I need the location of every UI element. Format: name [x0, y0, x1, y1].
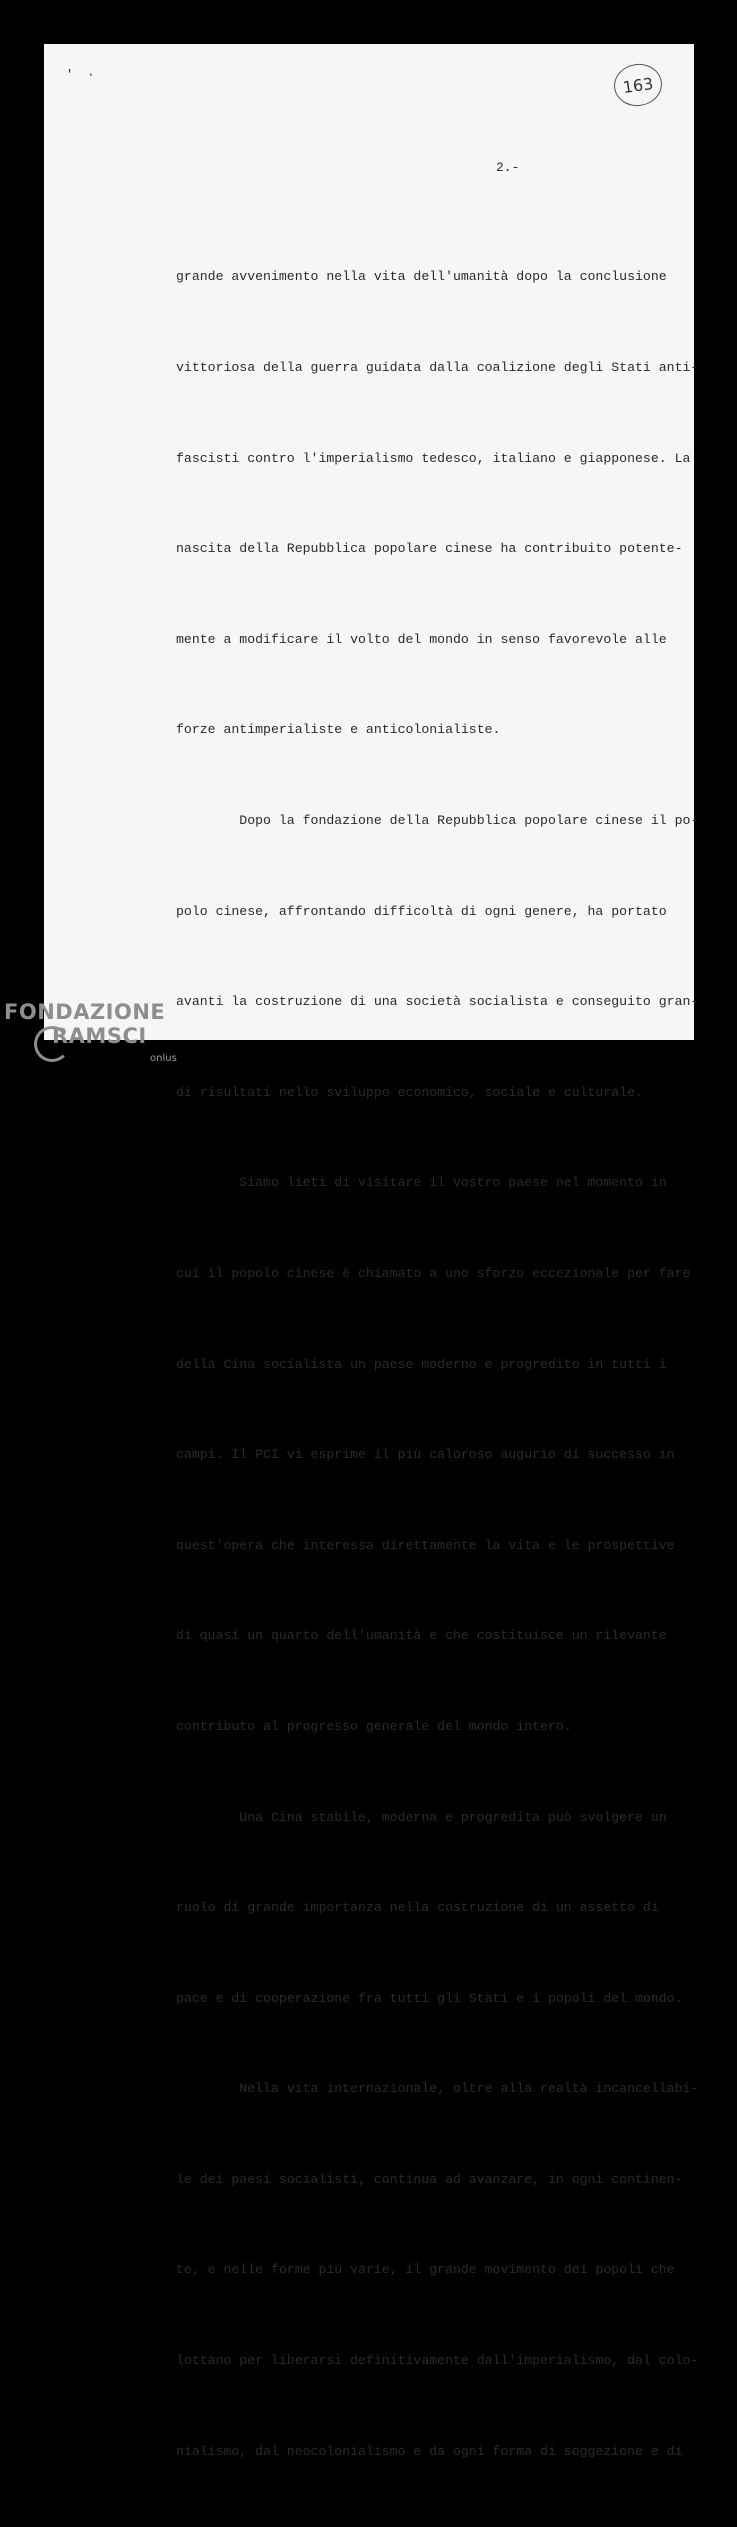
archive-number-stamp: 163	[611, 61, 664, 109]
body-text	[176, 202, 699, 2527]
gramsci-g-logo-icon	[34, 1026, 70, 1062]
text-line: forze antimperialiste e anticolonialiste.	[176, 722, 501, 738]
text-line: della Cina socialista un paese moderno e progredito in tutti i	[176, 1356, 667, 1372]
watermark-line1: FONDAZIONE	[4, 1000, 166, 1024]
page-number: 2.-	[496, 160, 520, 175]
text-line: cui il popolo cinese è chiamato a uno sforzo eccezionale per fare	[176, 1265, 691, 1281]
text-line: di risultati nello sviluppo economico, sociale e culturale.	[176, 1084, 643, 1100]
text-line: contributo al progresso generale del mondo intero.	[176, 1718, 572, 1734]
text-line: le dei paesi socialisti, continua ad avanzare, in ogni continen-	[176, 2171, 683, 2187]
text-line: avanti la costruzione di una società socialista e conseguito gran-	[176, 994, 699, 1010]
margin-marks: '·	[66, 68, 109, 82]
text-line: grande avvenimento nella vita dell'umanità dopo la conclusione	[176, 269, 667, 285]
text-line: campi. Il PCI vi esprime il più caloroso augurio di successo in	[176, 1447, 675, 1463]
text-line: mente a modificare il volto del mondo in senso favorevole alle	[176, 631, 667, 647]
text-line: polo cinese, affrontando difficoltà di ogni genere, ha portato	[176, 903, 667, 919]
text-line: Dopo la fondazione della Repubblica popolare cinese il po-	[176, 812, 699, 828]
text-line: Nella vita internazionale, oltre alla realtà incancellabi-	[176, 2081, 699, 2097]
text-line: pace e di cooperazione fra tutti gli Stati e i popoli del mondo.	[176, 1990, 683, 2006]
text-line: di quasi un quarto dell'umanità e che costituisce un rilevante	[176, 1628, 667, 1644]
text-line: ruolo di grande importanza nella costruzione di un assetto di	[176, 1900, 659, 1916]
text-line: nascita della Repubblica popolare cinese ha contribuito potente-	[176, 541, 683, 557]
text-line: lottano per liberarsi definitivamente dall'imperialismo, dal colo-	[176, 2353, 699, 2369]
text-line: Una Cina stabile, moderna e progredita può svolgere un	[176, 1809, 667, 1825]
watermark-line2: RAMSCI	[52, 1024, 147, 1048]
text-line: quest'opera che interessa direttamente la vita e le prospettive	[176, 1537, 675, 1553]
text-line: fascisti contro l'imperialismo tedesco, italiano e giapponese. La	[176, 450, 691, 466]
text-line: nialismo, dal neocolonialismo e da ogni forma di soggezione e di	[176, 2443, 683, 2459]
text-line: vittoriosa della guerra guidata dalla coalizione degli Stati anti-	[176, 360, 699, 375]
text-line: te, e nelle forme più varie, il grande movimento dei popoli che	[176, 2262, 675, 2278]
text-line: Siamo lieti di visitare il vostro paese nel momento in	[176, 1175, 667, 1191]
watermark-onlus: onlus	[150, 1053, 177, 1064]
fondazione-gramsci-watermark	[4, 1000, 165, 1048]
